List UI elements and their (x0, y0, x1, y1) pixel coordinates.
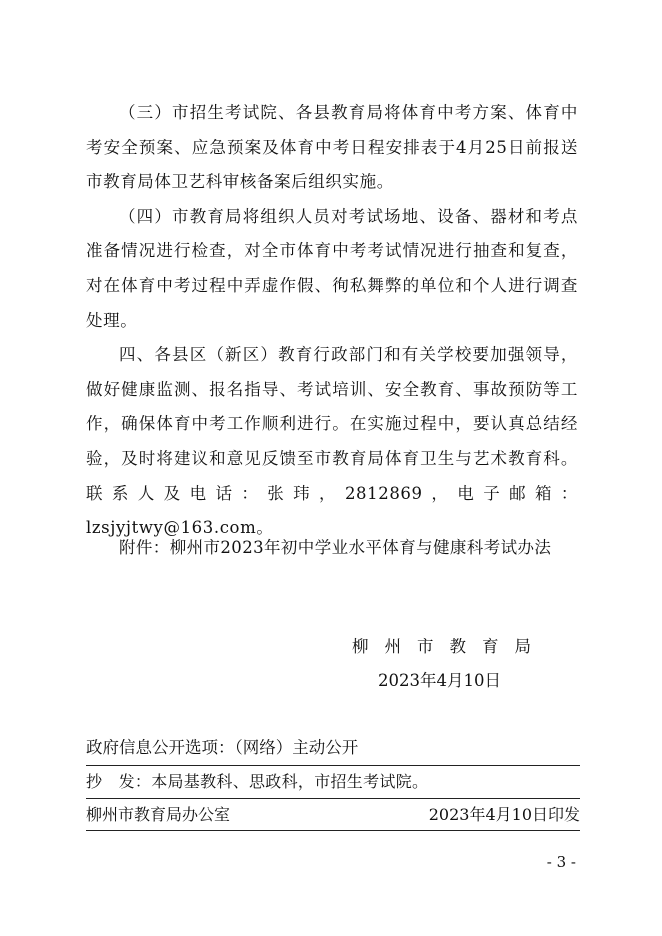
divider-top (86, 765, 580, 766)
paragraph-3: （三）市招生考试院、各县教育局将体育中考方案、体育中考安全预案、应急预案及体育中考日程安排表于4月25日前报送市教育局体卫艺科审核备案后组织实施。 (86, 103, 578, 192)
divider-bottom (86, 830, 580, 831)
paragraph-section-4: 四、各县区（新区）教育行政部门和有关学校要加强领导，做好健康监测、报名指导、考试培训、安全教育、事故预防等工作，确保体育中考工作顺利进行。在实施过程中，要认真总结经验，及时将建议和意见反馈至市教育局体育卫生与艺术教育科。联系人及电话：张玮，2812869，电子邮箱：lzsjyjtwy@163.com。 (86, 345, 578, 538)
signature-date: 2023年4月10日 (378, 671, 501, 690)
disclosure-option: 政府信息公开选项：（网络）主动公开 (86, 738, 359, 757)
attachment-line: 附件：柳州市2023年初中学业水平体育与健康科考试办法 (119, 538, 552, 557)
paragraph-4: （四）市教育局将组织人员对考试场地、设备、器材和考点准备情况进行检查，对全市体育中考考试情况进行抽查和复查，对在体育中考过程中弄虚作假、徇私舞弊的单位和个人进行调查处理。 (86, 206, 578, 330)
print-date: 2023年4月10日印发 (428, 805, 580, 824)
page-number: - 3 - (546, 853, 576, 871)
body-text (86, 96, 578, 546)
signature-organization: 柳州市教育局 (352, 637, 547, 656)
cc-line: 抄 发：本局基教科、思政科，市招生考试院。 (86, 772, 429, 791)
issuing-office: 柳州市教育局办公室 (86, 805, 231, 824)
divider-middle (86, 798, 580, 799)
